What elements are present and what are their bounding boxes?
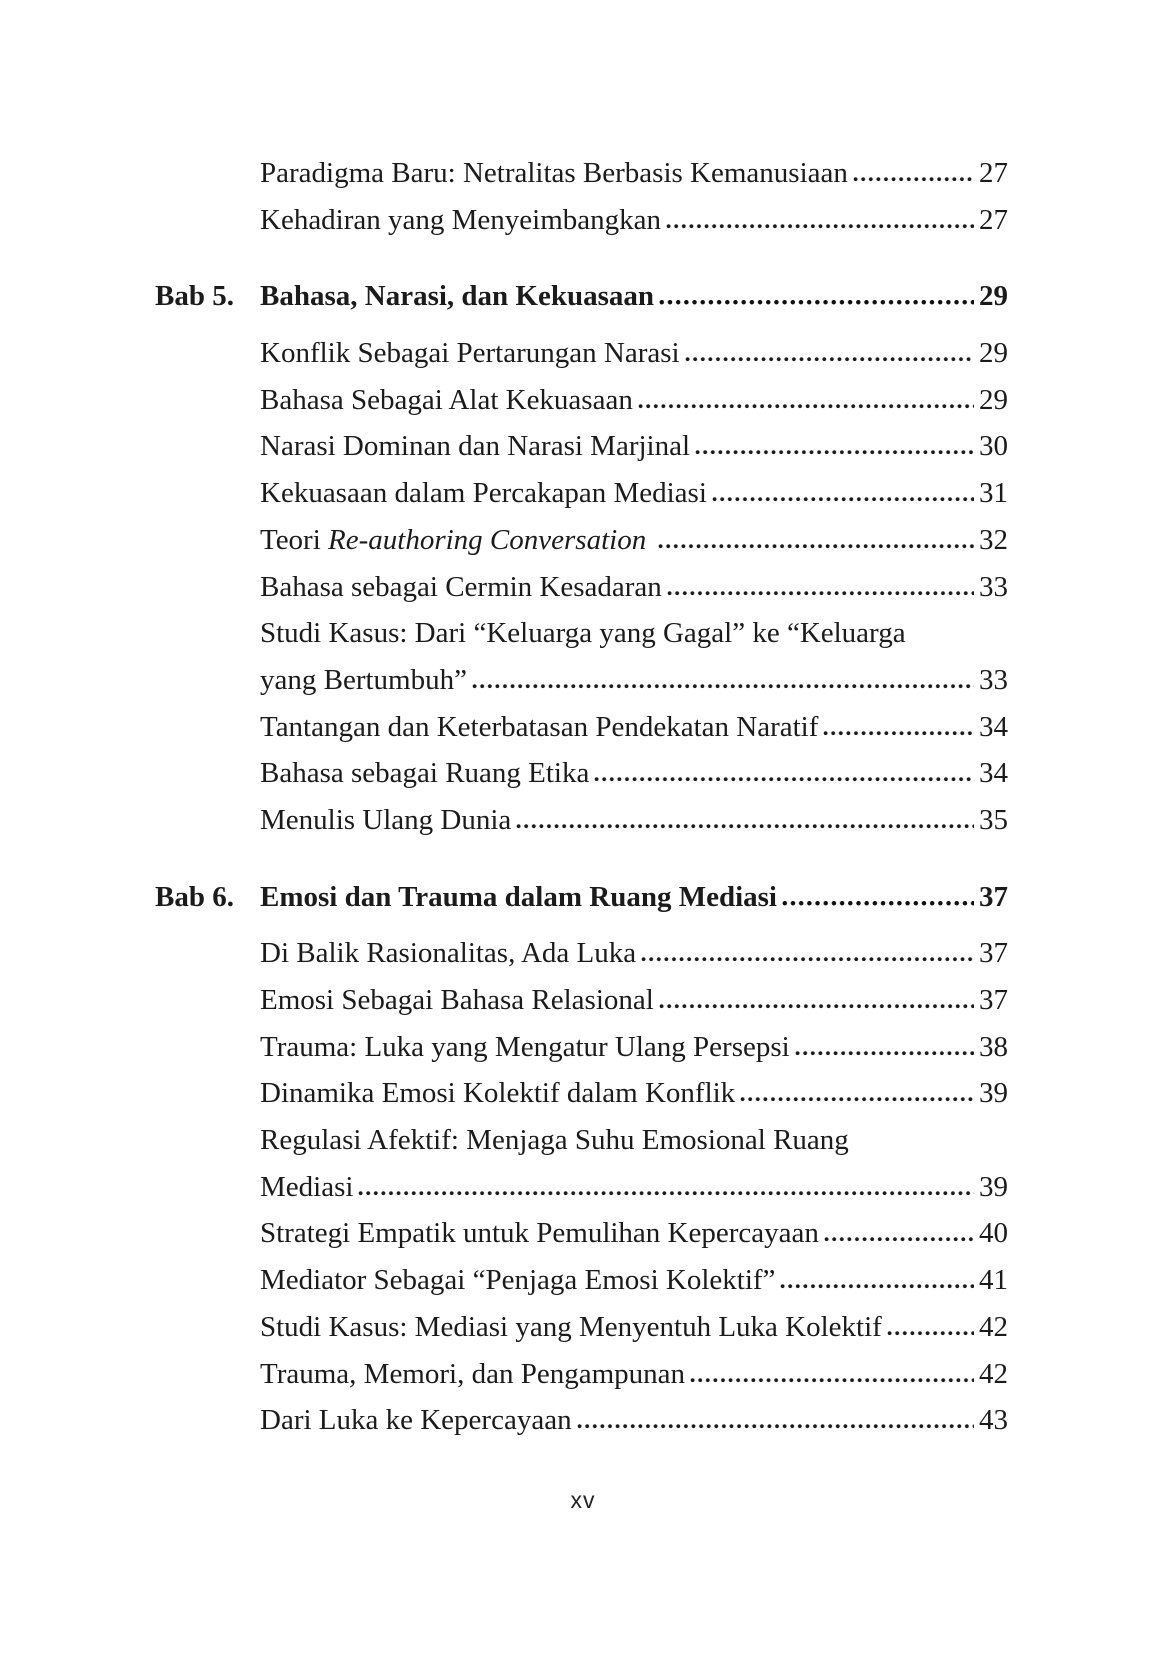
toc-entry-title-text: Dinamika Emosi Kolektif dalam Konflik bbox=[260, 1077, 736, 1110]
toc-entry-title bbox=[260, 1070, 735, 1117]
toc-entry-page: 39 bbox=[979, 1077, 1008, 1110]
toc-entry-row bbox=[155, 564, 1008, 611]
toc-entry-row bbox=[155, 1210, 1008, 1257]
toc-entry-row bbox=[155, 610, 1008, 657]
toc-entry-title-text: Studi Kasus: Mediasi yang Menyentuh Luka Kolektif bbox=[260, 1310, 882, 1343]
toc-entry-row bbox=[155, 1070, 1008, 1117]
dot-leader bbox=[887, 1329, 974, 1336]
toc-entry-title bbox=[260, 704, 818, 751]
dot-leader bbox=[516, 822, 974, 829]
toc-entry-row bbox=[155, 977, 1008, 1024]
toc-entry-row bbox=[155, 930, 1008, 977]
chapter-title bbox=[260, 874, 777, 921]
toc-entry-title-text: Bahasa, Narasi, dan Kekuasaan bbox=[260, 280, 655, 313]
dot-leader bbox=[824, 1235, 974, 1242]
toc-entry-page: 29 bbox=[979, 383, 1008, 416]
dot-leader bbox=[685, 355, 974, 362]
toc-entry-title bbox=[260, 977, 654, 1024]
toc-entry-page: 37 bbox=[979, 880, 1008, 913]
toc-entry-page: 43 bbox=[979, 1404, 1008, 1437]
toc-entry-row bbox=[155, 750, 1008, 797]
toc-entry-title-text: Bahasa Sebagai Alat Kekuasaan bbox=[260, 383, 633, 416]
toc-entry-page: 37 bbox=[979, 937, 1008, 970]
toc-entry-title-text: Mediasi bbox=[260, 1170, 354, 1203]
toc-entry-page: 29 bbox=[979, 337, 1008, 370]
toc-entry-row bbox=[155, 330, 1008, 377]
dot-leader bbox=[795, 1049, 974, 1056]
toc-entry-title-text: Emosi Sebagai Bahasa Relasional bbox=[260, 984, 654, 1016]
toc-entry-row bbox=[155, 704, 1008, 751]
toc-entry-row bbox=[155, 423, 1008, 470]
toc-entry-row bbox=[155, 1024, 1008, 1071]
toc-entry-title-text: Trauma: Luka yang Mengatur Ulang Persepsi bbox=[260, 1030, 790, 1063]
toc-entry-row bbox=[155, 1164, 1008, 1211]
toc-entry-row bbox=[155, 1257, 1008, 1304]
dot-leader bbox=[712, 495, 974, 502]
toc-entry-title-text bbox=[646, 524, 653, 556]
toc-entry-page: 27 bbox=[979, 157, 1008, 189]
toc-entry-title bbox=[260, 1304, 882, 1351]
toc-entry-row bbox=[155, 150, 1008, 197]
dot-leader bbox=[853, 175, 974, 182]
toc-entry-title-text: Strategi Empatik untuk Pemulihan Kepercayaan bbox=[260, 1217, 819, 1250]
toc-entry-title-text: Kekuasaan dalam Percakapan Mediasi bbox=[260, 477, 707, 510]
toc-entry-row bbox=[155, 1117, 1008, 1164]
toc-entry-row bbox=[155, 1397, 1008, 1444]
toc-entry-row bbox=[155, 657, 1008, 704]
dot-leader bbox=[780, 1282, 974, 1289]
toc-entry-page: 34 bbox=[979, 710, 1008, 743]
toc-entry-page: 34 bbox=[979, 757, 1008, 790]
toc-entry-title bbox=[260, 1397, 572, 1444]
toc-entry-page: 29 bbox=[979, 280, 1008, 313]
dot-leader bbox=[358, 1189, 974, 1196]
dot-leader bbox=[659, 1002, 974, 1009]
toc-entry-page: 35 bbox=[979, 803, 1008, 836]
toc-entry-title-text: Trauma, Memori, dan Pengampunan bbox=[260, 1357, 686, 1390]
dot-leader bbox=[667, 589, 974, 596]
dot-leader bbox=[740, 1095, 974, 1102]
toc-entry-row bbox=[155, 470, 1008, 517]
toc-entry-row bbox=[155, 1351, 1008, 1398]
dot-leader bbox=[659, 298, 974, 305]
toc-entry-title bbox=[260, 1164, 353, 1211]
toc-entry-title bbox=[260, 610, 906, 657]
dot-leader bbox=[666, 222, 974, 229]
toc-entry-title-text: Konflik Sebagai Pertarungan Narasi bbox=[260, 337, 680, 370]
toc-entry-page: 27 bbox=[979, 203, 1008, 236]
toc-entry-title-text: Paradigma Baru: Netralitas Berbasis Kemanusiaan bbox=[260, 157, 848, 189]
dot-leader bbox=[782, 899, 974, 906]
toc-entry-title bbox=[260, 330, 680, 377]
toc-entry-page: 38 bbox=[979, 1030, 1008, 1063]
toc-entry-page: 37 bbox=[979, 984, 1008, 1016]
toc-entry-title-text: Mediator Sebagai “Penjaga Emosi Kolektif” bbox=[260, 1264, 776, 1297]
dot-leader bbox=[638, 402, 974, 409]
toc-entry-title bbox=[260, 564, 662, 611]
toc-entry-title bbox=[260, 1257, 775, 1304]
toc-entry-row bbox=[155, 377, 1008, 424]
toc-entry-title-italic: Re-authoring Conversation bbox=[328, 523, 647, 556]
toc-list bbox=[155, 150, 1008, 1444]
toc-entry-title-text: Tantangan dan Keterbatasan Pendekatan Naratif bbox=[260, 710, 819, 743]
toc-entry-row bbox=[155, 197, 1008, 244]
toc-entry-title bbox=[260, 657, 467, 704]
toc-entry-page: 30 bbox=[979, 430, 1008, 463]
toc-entry-title bbox=[260, 1351, 685, 1398]
toc-entry-title-text: Kehadiran yang Menyeimbangkan bbox=[260, 203, 662, 236]
toc-entry-title bbox=[260, 797, 511, 844]
toc-entry-page: 41 bbox=[979, 1264, 1008, 1297]
toc-entry-title-text: Bahasa sebagai Cermin Kesadaran bbox=[260, 570, 662, 603]
toc-entry-title-text: Narasi Dominan dan Narasi Marjinal bbox=[260, 430, 691, 463]
toc-entry-title bbox=[260, 423, 690, 470]
chapter-label: Bab 5. bbox=[155, 280, 234, 313]
toc-entry-title bbox=[260, 1117, 849, 1164]
toc-entry-title-text: Dari Luka ke Kepercayaan bbox=[260, 1404, 572, 1437]
dot-leader bbox=[690, 1376, 974, 1383]
dot-leader bbox=[695, 448, 974, 455]
toc-entry-page: 32 bbox=[979, 523, 1008, 556]
toc-entry-page: 39 bbox=[979, 1170, 1008, 1203]
dot-leader bbox=[594, 775, 974, 782]
toc-entry-row bbox=[155, 517, 1008, 564]
dot-leader bbox=[658, 542, 974, 549]
toc-entry-title bbox=[260, 377, 633, 424]
toc-entry-title bbox=[260, 197, 661, 244]
toc-entry-row bbox=[155, 797, 1008, 844]
dot-leader bbox=[472, 682, 974, 689]
toc-entry-title bbox=[260, 930, 636, 977]
toc-entry-title bbox=[260, 517, 653, 564]
toc-entry-title bbox=[260, 1210, 819, 1257]
toc-chapter-row bbox=[155, 874, 1008, 921]
toc-entry-page: 31 bbox=[979, 477, 1008, 510]
dot-leader bbox=[641, 955, 974, 962]
toc-entry-title bbox=[260, 470, 707, 517]
toc-entry-page: 33 bbox=[979, 570, 1008, 603]
toc-entry-title-text: Teori bbox=[260, 523, 329, 556]
toc-entry-title-text: Di Balik Rasionalitas, Ada Luka bbox=[260, 937, 637, 970]
toc-entry-row bbox=[155, 1304, 1008, 1351]
chapter-label: Bab 6. bbox=[155, 880, 234, 913]
toc-entry-title bbox=[260, 1024, 790, 1071]
chapter-title bbox=[260, 273, 654, 320]
toc-chapter-row bbox=[155, 273, 1008, 320]
toc-entry-title-text: Bahasa sebagai Ruang Etika bbox=[260, 757, 590, 790]
page-number: xv bbox=[570, 1487, 596, 1513]
toc-entry-title-text: Regulasi Afektif: Menjaga Suhu Emosional Ruang bbox=[260, 1124, 849, 1157]
toc-entry-title bbox=[260, 150, 848, 197]
toc-entry-title-text: yang Bertumbuh” bbox=[260, 663, 467, 696]
toc-entry-page: 33 bbox=[979, 663, 1008, 696]
toc-entry-page: 42 bbox=[979, 1357, 1008, 1390]
toc-entry-title-text: Menulis Ulang Dunia bbox=[260, 803, 512, 836]
dot-leader bbox=[577, 1422, 974, 1429]
dot-leader bbox=[823, 729, 974, 736]
toc-entry-page: 42 bbox=[979, 1310, 1008, 1343]
toc-entry-title-text: Studi Kasus: Dari “Keluarga yang Gagal” ke “Keluarga bbox=[260, 617, 906, 650]
toc-entry-title-text: Emosi dan Trauma dalam Ruang Mediasi bbox=[260, 880, 777, 913]
toc-entry-title bbox=[260, 750, 589, 797]
toc-entry-page: 40 bbox=[979, 1217, 1008, 1250]
